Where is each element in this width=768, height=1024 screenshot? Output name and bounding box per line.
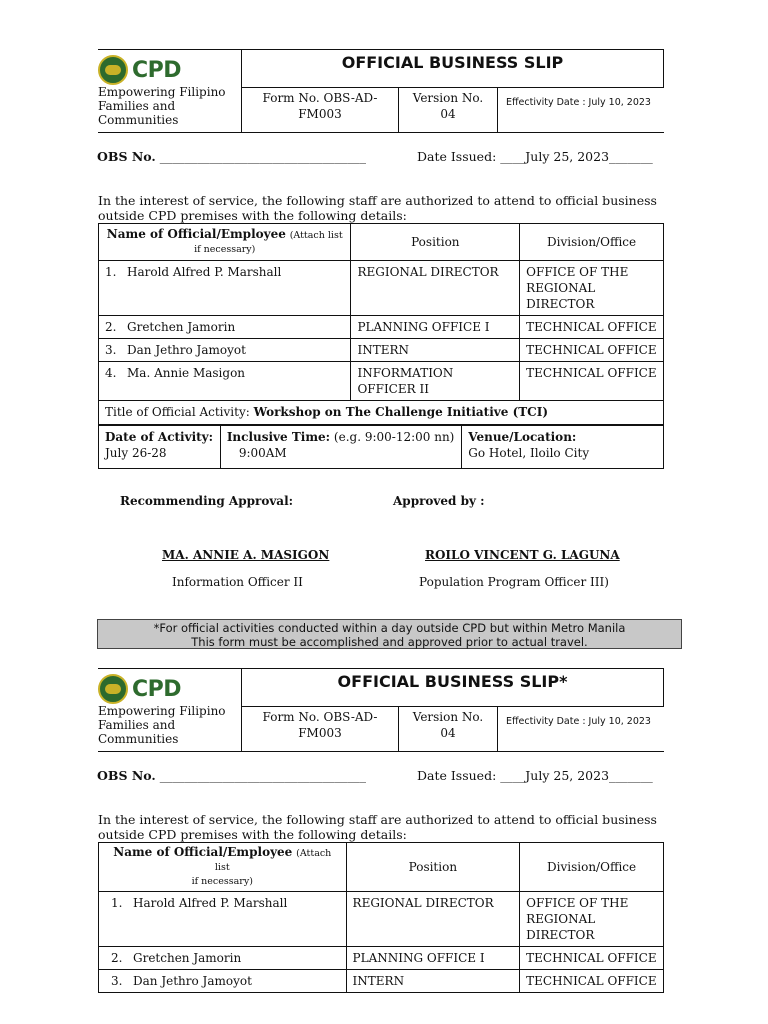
cpd-seal-icon — [98, 55, 128, 85]
version-label: Version No. — [412, 91, 484, 105]
staff-position: INFORMATION OFFICER II — [351, 362, 520, 401]
date-issued-value[interactable]: ____July 25, 2023_______ — [500, 149, 653, 164]
row-name: Dan Jethro Jamoyot — [127, 343, 246, 357]
date-issued-label: Date Issued: — [417, 149, 497, 164]
form2-title: OFFICIAL BUSINESS SLIP* — [241, 669, 664, 707]
form1-form-no — [241, 88, 398, 132]
staff-division: TECHNICAL OFFICE — [520, 316, 664, 339]
col-name-label: Name of Official/Employee — [106, 227, 286, 241]
form1-date-issued — [417, 149, 653, 164]
staff-division: TECHNICAL OFFICE — [520, 947, 664, 970]
activity-label: Title of Official Activity: — [105, 405, 250, 419]
time-hint: (e.g. 9:00-12:00 nn) — [333, 430, 455, 444]
activity-row — [99, 401, 664, 425]
time-label: Inclusive Time: — [226, 430, 331, 444]
table-row — [99, 970, 664, 993]
venue-location — [462, 426, 664, 469]
note-banner — [97, 619, 682, 649]
form2-header — [98, 668, 664, 752]
version-label: Version No. — [412, 710, 484, 724]
row-number: 3. — [111, 974, 123, 988]
staff-name — [99, 316, 351, 339]
recommender-title: Information Officer II — [172, 575, 303, 589]
form1-effectivity: Effectivity Date : July 10, 2023 — [506, 97, 651, 108]
form1-version — [398, 88, 498, 132]
staff-position: INTERN — [351, 339, 520, 362]
table-row — [99, 339, 664, 362]
note-line1: *For official activities conducted within a day outside CPD but within Metro Manila — [153, 621, 626, 635]
staff-division: TECHNICAL OFFICE — [520, 970, 664, 993]
row-number: 3. — [105, 343, 117, 357]
col-name-note-a: (Attach list — [214, 848, 332, 873]
col-name-label: Name of Official/Employee — [113, 845, 293, 859]
row-name: Gretchen Jamorin — [133, 951, 242, 965]
col-position-header: Position — [351, 224, 520, 261]
recommending-approval-label: Recommending Approval: — [120, 494, 294, 508]
staff-name — [99, 362, 351, 401]
activity-title — [99, 401, 664, 425]
staff-name — [99, 892, 347, 947]
venue-label: Venue/Location: — [468, 430, 577, 444]
form1-logo — [98, 50, 241, 132]
approved-by-label: Approved by : — [393, 494, 485, 508]
staff-division: OFFICE OF THE REGIONAL DIRECTOR — [520, 261, 664, 316]
obs-label: OBS No. — [97, 768, 156, 783]
col-division-header: Division/Office — [520, 843, 664, 892]
col-name-header — [99, 224, 351, 261]
obs-label: OBS No. — [97, 149, 156, 164]
table-row — [99, 261, 664, 316]
logo-wordmark: CPD — [132, 57, 182, 83]
staff-name — [99, 970, 347, 993]
date-of-activity — [99, 426, 221, 469]
version-value: 04 — [440, 726, 456, 740]
date-activity-value: July 26-28 — [105, 446, 167, 460]
row-name: Harold Alfred P. Marshall — [133, 896, 288, 910]
row-name: Gretchen Jamorin — [127, 320, 236, 334]
form2-form-no — [241, 707, 398, 751]
form-no-line1: Form No. OBS-AD- — [262, 91, 378, 105]
approver-name: ROILO VINCENT G. LAGUNA — [425, 548, 620, 562]
row-number: 1. — [105, 265, 117, 279]
form2-logo — [98, 669, 241, 751]
inclusive-time — [220, 426, 461, 469]
row-name: Dan Jethro Jamoyot — [133, 974, 252, 988]
staff-division: TECHNICAL OFFICE — [520, 362, 664, 401]
date-issued-label: Date Issued: — [417, 768, 497, 783]
staff-division: OFFICE OF THE REGIONAL DIRECTOR — [520, 892, 664, 947]
staff-name — [99, 947, 347, 970]
form-no-line2: FM003 — [298, 107, 342, 121]
row-number: 1. — [111, 896, 123, 910]
row-number: 2. — [111, 951, 123, 965]
time-value: 9:00AM — [238, 446, 287, 460]
row-number: 2. — [105, 320, 117, 334]
logo-wordmark: CPD — [132, 676, 182, 702]
col-name-note-b: if necessary) — [191, 876, 253, 887]
table-header-row — [99, 224, 664, 261]
staff-position: REGIONAL DIRECTOR — [346, 892, 520, 947]
row-name: Harold Alfred P. Marshall — [127, 265, 282, 279]
staff-name — [99, 339, 351, 362]
form-no-line2: FM003 — [298, 726, 342, 740]
form2-date-issued — [417, 768, 653, 783]
staff-division: TECHNICAL OFFICE — [520, 339, 664, 362]
form1-staff-table — [98, 223, 664, 425]
form2-intro: In the interest of service, the following staff are authorized to attend to official business outside CPD premises with the following details: — [98, 812, 657, 842]
staff-position: PLANNING OFFICE I — [346, 947, 520, 970]
approver-title: Population Program Officer III) — [419, 575, 609, 589]
form1-intro: In the interest of service, the following staff are authorized to attend to official business outside CPD premises with the following details: — [98, 193, 657, 223]
logo-tagline: Empowering Filipino Families and Communities — [98, 85, 226, 127]
date-issued-value[interactable]: ____July 25, 2023_______ — [500, 768, 653, 783]
col-name-header — [99, 843, 347, 892]
staff-position: INTERN — [346, 970, 520, 993]
form1-title: OFFICIAL BUSINESS SLIP — [241, 50, 664, 88]
form1-obs-row — [97, 149, 366, 164]
table-row — [99, 316, 664, 339]
row-number: 4. — [105, 366, 117, 380]
form2-staff-table — [98, 842, 664, 993]
date-activity-label: Date of Activity: — [105, 430, 214, 444]
form2-version — [398, 707, 498, 751]
table-row — [99, 892, 664, 947]
staff-position: PLANNING OFFICE I — [351, 316, 520, 339]
table-header-row — [99, 843, 664, 892]
col-division-header: Division/Office — [520, 224, 664, 261]
note-line2: This form must be accomplished and approved prior to actual travel. — [191, 635, 588, 649]
form1-activity-details — [98, 425, 664, 469]
venue-value: Go Hotel, Iloilo City — [468, 446, 590, 460]
row-name: Ma. Annie Masigon — [127, 366, 246, 380]
form1-header — [98, 49, 664, 133]
col-name-note: (Attach list if necessary) — [194, 230, 343, 255]
staff-position: REGIONAL DIRECTOR — [351, 261, 520, 316]
cpd-seal-icon — [98, 674, 128, 704]
form2-effectivity: Effectivity Date : July 10, 2023 — [506, 716, 651, 727]
staff-name — [99, 261, 351, 316]
form-no-line1: Form No. OBS-AD- — [262, 710, 378, 724]
activity-value: Workshop on The Challenge Initiative (TCI) — [253, 405, 549, 419]
col-position-header: Position — [346, 843, 520, 892]
table-row — [99, 947, 664, 970]
obs-blank[interactable]: _________________________________ — [159, 149, 366, 164]
table-row — [99, 362, 664, 401]
logo-tagline: Empowering Filipino Families and Communities — [98, 704, 226, 746]
form2-obs-row — [97, 768, 366, 783]
obs-blank[interactable]: _________________________________ — [159, 768, 366, 783]
version-value: 04 — [440, 107, 456, 121]
recommender-name: MA. ANNIE A. MASIGON — [162, 548, 330, 562]
